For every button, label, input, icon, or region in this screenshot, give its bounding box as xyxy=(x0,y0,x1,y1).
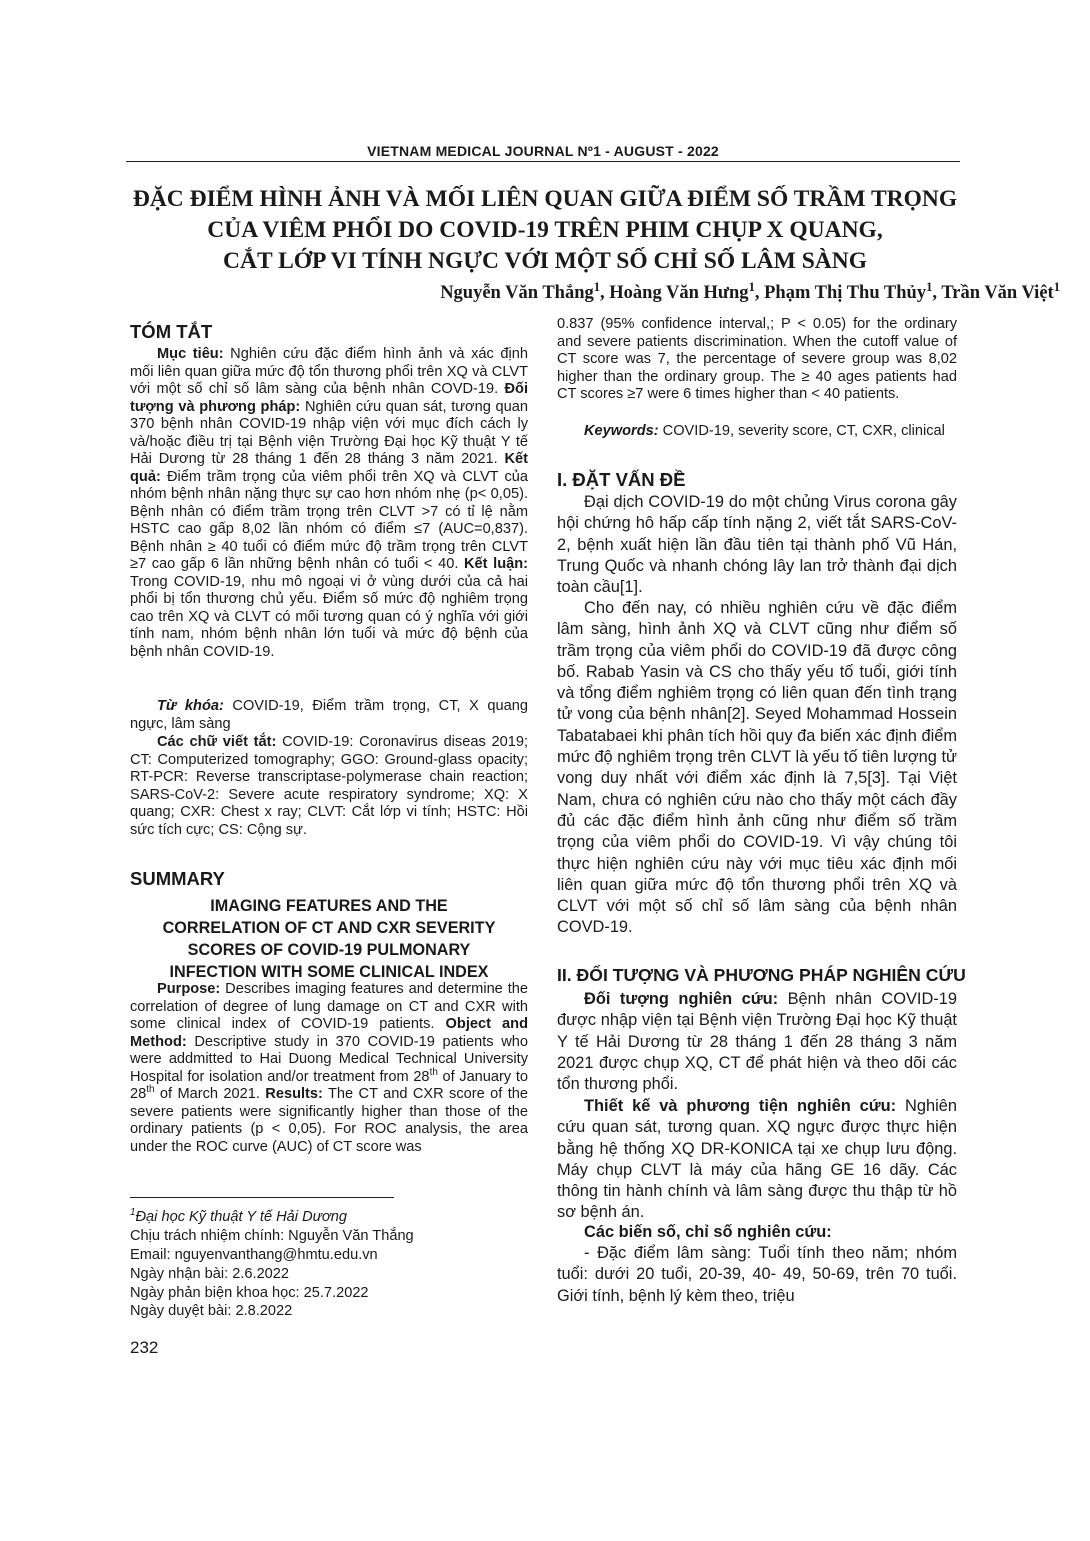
title-line: CỦA VIÊM PHỔI DO COVID-19 TRÊN PHIM CHỤP X QUANG, xyxy=(207,217,883,243)
variables-paragraph: - Đặc điểm lâm sàng: Tuổi tính theo năm; nhóm tuổi: dưới 20 tuổi, 20-39, 40- 49, 50-69, trên 70 tuổi. Giới tính, bệnh lý kèm theo, triệu xyxy=(557,1244,957,1305)
english-title-line: IMAGING FEATURES AND THE xyxy=(210,897,448,915)
footnote-responsible: Chịu trách nhiệm chính: Nguyễn Văn Thắng xyxy=(130,1228,414,1244)
ordinal-suffix: th xyxy=(146,1084,155,1096)
ordinal-suffix: th xyxy=(429,1066,438,1078)
study-subjects-label: Đối tượng nghiên cứu: xyxy=(584,990,779,1008)
tu-khoa-paragraph xyxy=(130,698,528,733)
abbreviations-text: COVID-19: Coronavirus diseas 2019; CT: Computerized tomography; GGO: Ground-glass opacity; RT-PCR: Reverse transcriptase-polymerase chain reaction; SARS-CoV-2: Severe acute respiratory syndrome; XQ: X quang; CXR: Chest x ray; CLVT: Cắt lớp vi tính; HSTC: Hồi sức tích cực; CS: Cộng sự. xyxy=(130,734,528,838)
english-title xyxy=(130,895,528,983)
results-label: Results: xyxy=(265,1086,323,1102)
english-title-line: INFECTION WITH SOME CLINICAL INDEX xyxy=(169,963,489,981)
author-affiliation-marker: 1 xyxy=(593,279,601,294)
tu-khoa-text: COVID-19, Điểm trầm trọng, CT, X quang ngực, lâm sàng xyxy=(130,698,529,732)
abbreviations-paragraph xyxy=(130,734,528,839)
study-design-text: Nghiên cứu quan sát, tương quan. XQ ngực được thực hiện bằng hệ thống XQ DR-KONICA tại xe chụp lưu động. Máy chụp CLVT là máy của hãng GE 16 dãy. Các thông tin hành chính và lâm sàng được thu thập từ hồ sơ bệnh án. xyxy=(557,1097,958,1222)
summary-paragraph xyxy=(130,981,528,1156)
muc-tieu-label: Mục tiêu: xyxy=(157,346,224,362)
keywords-paragraph xyxy=(557,423,957,441)
author-name: Nguyễn Văn Thắng xyxy=(440,283,594,303)
object-method-text: Descriptive study in 370 COVID-19 patients who were addmitted to Hai Duong Medical Technical University Hospital for isolation and/or treatment from 28 xyxy=(130,1033,528,1085)
section-1-paragraph-2: Cho đến nay, có nhiều nghiên cứu về đặc điểm lâm sàng, hình ảnh XQ và CLVT cũng như điểm số trầm trọng của viêm phổi do COVID-19 đã được công bố. Rabab Yasin và CS cho thấy yếu tố tuổi, giới tính và tổng điểm nghiêm trọng có liên quan đến tình trạng tử vong của bệnh nhân[2]. Seyed Mohammad Hossein Tabatabaei khi phân tích hồi quy đa biến xác định điểm mức độ nghiêm trọng trên CLVT là yếu tố tiên lượng tử vong duy nhất với điểm xác định là 7,5[3]. Tại Việt Nam, chưa có nghiên cứu nào cho thấy một cách đầy đủ các đặc điểm hình ảnh cũng như điểm số trầm trọng của viêm phổi do COVID-19. Vì vậy chúng tôi thực hiện nghiên cứu này với mục tiêu xác định mối liên quan giữa mức độ tổn thương phổi trên XQ và CLVT với một số chỉ số lâm sàng của bệnh nhân COVD-19. xyxy=(557,599,957,937)
section-2-heading: II. ĐỐI TƯỢNG VÀ PHƯƠNG PHÁP NGHIÊN CỨU xyxy=(557,965,966,985)
section-1-paragraph-1: Đại dịch COVID-19 do một chủng Virus corona gây hội chứng hô hấp cấp tính nặng 2, viết tắt SARS-CoV-2, bệnh xuất hiện lần đầu tiên tại thành phố Vũ Hán, Trung Quốc và nhanh chóng lây lan trở thành đại dịch toàn cầu[1]. xyxy=(557,493,957,597)
author-separator: , xyxy=(932,283,942,303)
english-title-line: CORRELATION OF CT AND CXR SEVERITY xyxy=(162,919,496,937)
study-subjects-text: Bệnh nhân COVID-19 được nhập viện tại Bệnh viện Trường Đại học Kỹ thuật Y tế Hải Dương từ 28 tháng 1 đến 28 tháng 3 năm 2021 được chụp XQ, CT để phát hiện và theo dõi các tổn thương phổi. xyxy=(557,990,957,1094)
title-line: ĐẶC ĐIỂM HÌNH ẢNH VÀ MỐI LIÊN QUAN GIỮA ĐIỂM SỐ TRẦM TRỌNG xyxy=(132,186,958,212)
doi-tuong-text: Nghiên cứu quan sát, tương quan 370 bệnh nhân COVID-19 nhập viện với mục đích cách ly và/hoặc điều trị tại Bệnh viện Trường Đại học Kỹ thuật Y tế Hải Dương từ 28 tháng 1 đến 28 tháng 3 năm 2021. xyxy=(130,398,528,467)
tu-khoa-label: Từ khóa: xyxy=(157,698,224,714)
summary-heading: SUMMARY xyxy=(130,868,225,889)
ket-luan-text: Trong COVID-19, nhu mô ngoại vi ở vùng dưới của cả hai phổi bị tổn thương chủ yếu. Điểm số mức độ nghiêm trọng cao trên XQ và CLVT có mối tương quan có ý nghĩa với giới tính nam, nhóm bệnh nhân lớn tuổi và mức độ bệnh của bệnh nhân COVID-19. xyxy=(130,573,528,660)
variables-label: Các biến số, chỉ số nghiên cứu: xyxy=(584,1223,832,1241)
study-subjects-paragraph xyxy=(557,989,957,1095)
journal-header: VIETNAM MEDICAL JOURNAL Nº1 - AUGUST - 2022 xyxy=(367,143,719,159)
english-title-line: SCORES OF COVID-19 PULMONARY xyxy=(187,941,471,959)
footnote-divider xyxy=(130,1197,394,1198)
footnote-email: Email: nguyenvanthang@hmtu.edu.vn xyxy=(130,1247,378,1263)
header-divider xyxy=(126,161,960,162)
footnote-received: Ngày nhận bài: 2.6.2022 xyxy=(130,1266,290,1282)
author-name: Phạm Thị Thu Thủy xyxy=(764,283,927,303)
purpose-label: Purpose: xyxy=(157,981,221,997)
object-method-text: of January to 28 xyxy=(130,1068,528,1102)
variables-heading-paragraph xyxy=(557,1222,957,1243)
muc-tieu-text: Nghiên cứu đặc điểm hình ảnh và xác định mối liên quan giữa mức độ tổn thương phổi trên XQ và CLVT với một số chỉ số lâm sàng của bệnh nhân COVD-19. xyxy=(130,346,528,397)
object-method-text: of March 2021. xyxy=(154,1086,266,1102)
doi-tuong-label: Đối tượng và phương pháp: xyxy=(130,381,528,415)
study-design-paragraph xyxy=(557,1096,957,1224)
study-design-label: Thiết kế và phương tiện nghiên cứu: xyxy=(584,1097,897,1115)
affiliation-marker: 1 xyxy=(130,1207,136,1219)
page-number: 232 xyxy=(130,1338,159,1357)
tomtat-heading: TÓM TẮT xyxy=(130,321,213,342)
abstract-vi-paragraph xyxy=(130,346,528,661)
purpose-text: Describes imaging features and determine the correlation of degree of lung damage on CT and CXR with some clinical index of COVID-19 patients. xyxy=(130,981,528,1032)
author-separator: , xyxy=(600,283,610,303)
author-affiliation-marker: 1 xyxy=(748,279,755,294)
article-title xyxy=(110,184,980,277)
author-list xyxy=(100,279,1060,304)
footnote-affiliation xyxy=(130,1208,530,1227)
results-text: The CT and CXR score of the severe patients were significantly higher than those of the ordinary patients (p < 0,05). For ROC analysis, the area under the ROC curve (AUC) of CT score was xyxy=(130,1086,528,1155)
ket-qua-text: Điểm trầm trọng của viêm phổi trên XQ và CLVT của nhóm bệnh nhân nặng thực sự cao hơn nhóm nhẹ (p< 0,05). Bệnh nhân có điểm trầm trọng trên CLVT >7 có tỉ lệ nằm HSTC cao gấp 8,02 lần nhóm có điểm ≤7 (AUC=0,837). Bệnh nhân ≥ 40 tuổi có điểm mức độ trầm trọng trên CLVT ≥7 cao gấp 6 lần những bệnh nhân có tuổi < 40. xyxy=(130,468,528,572)
section-1-heading: I. ĐẶT VẤN ĐỀ xyxy=(557,469,686,490)
ket-qua-label: Kết quả: xyxy=(130,451,528,485)
summary-continued: 0.837 (95% confidence interval,; P < 0.05) for the ordinary and severe patients discrimination. When the cutoff value of CT score was 7, the percentage of severe group was 8,02 higher than the ordinary group. The ≥ 40 ages patients had CT scores ≥7 were 6 times higher than < 40 patients. xyxy=(557,316,957,402)
keywords-label: Keywords: xyxy=(584,423,659,439)
author-affiliation-marker: 1 xyxy=(1053,279,1060,294)
footnote-approved: Ngày duyệt bài: 2.8.2022 xyxy=(130,1303,293,1319)
author-name: Trần Văn Việt xyxy=(941,283,1054,303)
ket-luan-label: Kết luận: xyxy=(464,556,528,572)
footnote-reviewed: Ngày phản biện khoa học: 25.7.2022 xyxy=(130,1285,369,1301)
abbreviations-label: Các chữ viết tắt: xyxy=(157,734,277,750)
author-separator: , xyxy=(754,283,765,303)
author-name: Hoàng Văn Hưng xyxy=(609,283,749,303)
object-method-label: Object and Method: xyxy=(130,1016,528,1050)
title-line: CẮT LỚP VI TÍNH NGỰC VỚI MỘT SỐ CHỈ SỐ LÂM SÀNG xyxy=(223,248,867,274)
author-affiliation-marker: 1 xyxy=(926,279,933,294)
affiliation-text: Đại học Kỹ thuật Y tế Hải Dương xyxy=(135,1209,347,1225)
keywords-text: COVID-19, severity score, CT, CXR, clinical xyxy=(658,423,945,439)
